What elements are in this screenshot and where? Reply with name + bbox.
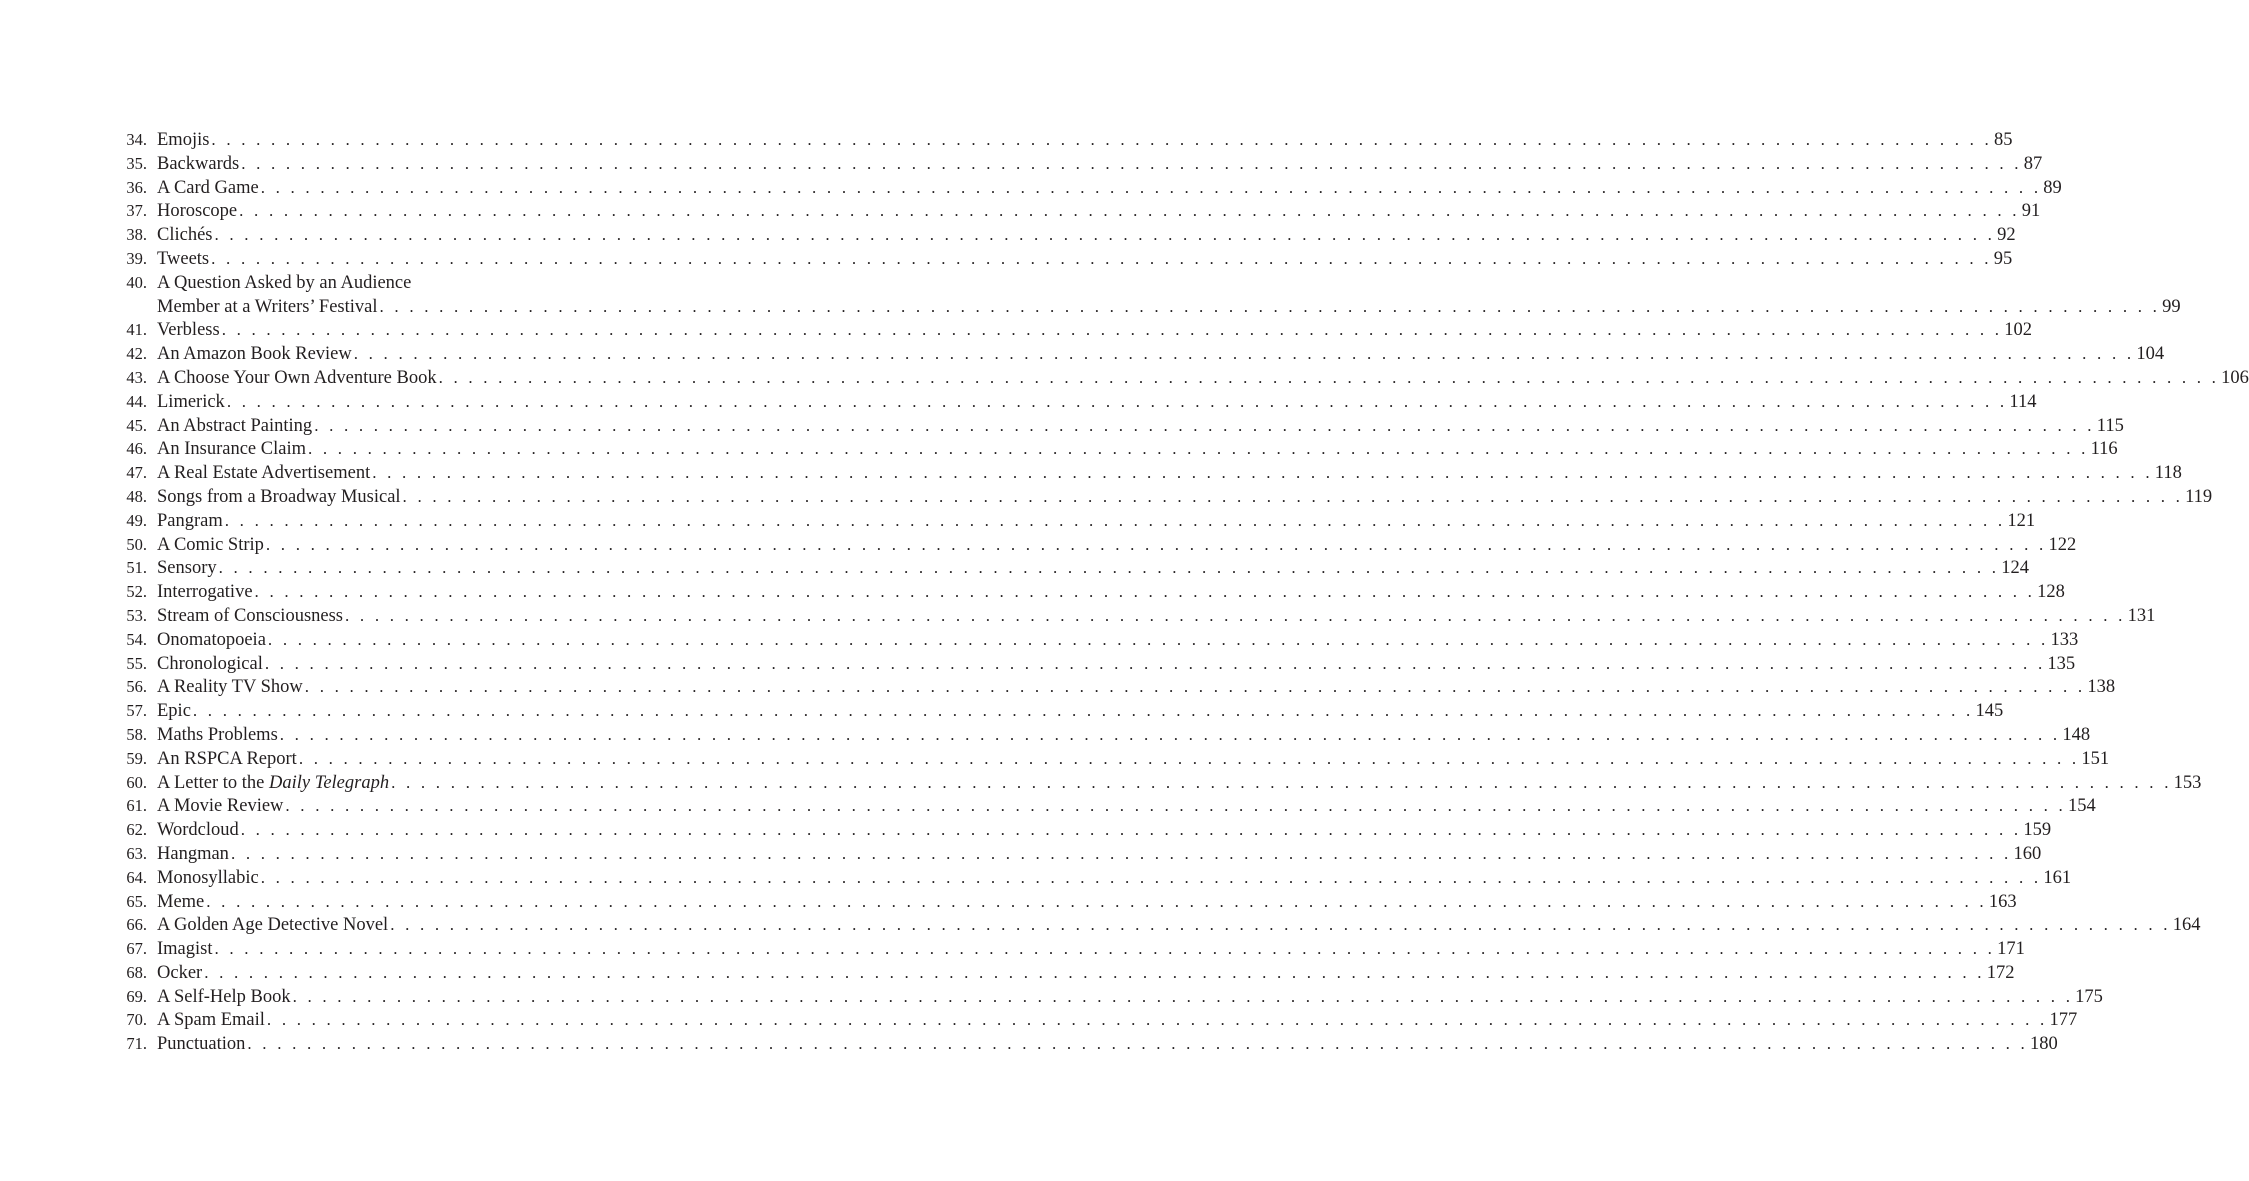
entry-title bbox=[157, 557, 217, 581]
toc-entry-continuation[interactable] bbox=[115, 295, 2181, 319]
toc-entry[interactable] bbox=[115, 128, 2013, 152]
toc-entry[interactable] bbox=[115, 509, 2036, 533]
dot-leader: . . . . . . . . . . . . . . . . . . . . . . . . . . . . . . . . . . . . . . . . . . . . . . . . . . . . . . . . . . . . . . . . . . . . . . . . . . . . . . . . . . . . . . . . . . . . . . . . . . . . . . . . . . . . . . . . . . . . . . . . bbox=[239, 201, 2020, 221]
dot-leader: . . . . . . . . . . . . . . . . . . . . . . . . . . . . . . . . . . . . . . . . . . . . . . . . . . . . . . . . . . . . . . . . . . . . . . . . . . . . . . . . . . . . . . . . . . . . . . . . . . . . . . . . . . . . . . . . . . . . . . . . bbox=[279, 724, 2061, 744]
entry-title bbox=[157, 153, 239, 177]
entry-number: 50. bbox=[126, 534, 147, 554]
dot-leader: . . . . . . . . . . . . . . . . . . . . . . . . . . . . . . . . . . . . . . . . . . . . . . . . . . . . . . . . . . . . . . . . . . . . . . . . . . . . . . . . . . . . . . . . . . . . . . . . . . . . . . . . . . . . . . . . . . . . . . . . bbox=[211, 248, 1992, 268]
entry-page: 104 bbox=[2136, 344, 2165, 365]
entry-title-text: An Abstract Painting bbox=[157, 415, 313, 436]
entry-title-text: Sensory bbox=[157, 558, 217, 579]
dot-leader: . . . . . . . . . . . . . . . . . . . . . . . . . . . . . . . . . . . . . . . . . . . . . . . . . . . . . . . . . . . . . . . . . . . . . . . . . . . . . . . . . . . . . . . . . . . . . . . . . . . . . . . . . . . . . . . . . . . . . . . . bbox=[372, 463, 2153, 483]
entry-page: 115 bbox=[2096, 415, 2124, 436]
entry-number: 52. bbox=[126, 582, 147, 602]
entry-number: 44. bbox=[126, 391, 147, 411]
entry-title-text: A Reality TV Show bbox=[157, 677, 303, 698]
entry-title bbox=[157, 367, 437, 391]
entry-number: 39. bbox=[126, 248, 147, 268]
entry-title-text: Meme bbox=[157, 891, 205, 912]
entry-title bbox=[157, 843, 229, 867]
dot-leader: . . . . . . . . . . . . . . . . . . . . . . . . . . . . . . . . . . . . . . . . . . . . . . . . . . . . . . . . . . . . . . . . . . . . . . . . . . . . . . . . . . . . . . . . . . . . . . . . . . . . . . . . . . . . . . . . . . . . . . . . bbox=[211, 130, 1992, 149]
entry-title bbox=[157, 676, 303, 700]
entry-number: 61. bbox=[126, 796, 147, 816]
entry-title bbox=[157, 891, 204, 915]
toc-entry[interactable] bbox=[115, 414, 2124, 438]
dot-leader: . . . . . . . . . . . . . . . . . . . . . . . . . . . . . . . . . . . . . . . . . . . . . . . . . . . . . . . . . . . . . . . . . . . . . . . . . . . . . . . . . . . . . . . . . . . . . . . . . . . . . . . . . . . . . . . . . . . . . . . . bbox=[266, 1010, 2048, 1030]
toc-entry[interactable] bbox=[115, 152, 2043, 176]
entry-number: 41. bbox=[126, 320, 147, 340]
entry-title-line2: Member at a Writers’ Festival bbox=[157, 296, 378, 317]
entry-title bbox=[157, 819, 239, 843]
entry-title-text: A Self-Help Book bbox=[157, 986, 291, 1007]
entry-title bbox=[157, 986, 291, 1010]
entry-title bbox=[157, 962, 202, 986]
toc-entry[interactable] bbox=[115, 842, 2042, 866]
toc-entry[interactable] bbox=[115, 533, 2077, 557]
toc-entry[interactable] bbox=[115, 794, 2096, 818]
toc-entry[interactable] bbox=[115, 652, 2076, 676]
entry-title bbox=[157, 795, 283, 819]
entry-title bbox=[157, 629, 266, 653]
toc-entry[interactable] bbox=[115, 1032, 2058, 1056]
toc-entry[interactable] bbox=[115, 247, 2013, 271]
toc-entry[interactable] bbox=[115, 437, 2118, 461]
entry-title bbox=[157, 653, 263, 677]
entry-page: 128 bbox=[2037, 582, 2065, 603]
entry-number: 35. bbox=[126, 153, 147, 173]
entry-page: 114 bbox=[2009, 391, 2037, 412]
entry-page: 145 bbox=[1975, 701, 2004, 722]
entry-title-text: Hangman bbox=[157, 843, 229, 864]
entry-page: 133 bbox=[2050, 629, 2079, 650]
entry-title bbox=[157, 1009, 265, 1033]
entry-number: 38. bbox=[126, 225, 147, 245]
entry-title-text: Limerick bbox=[157, 391, 225, 412]
toc-entry[interactable] bbox=[115, 1008, 2078, 1032]
toc-entry[interactable] bbox=[115, 271, 628, 295]
entry-number: 62. bbox=[126, 820, 147, 840]
dot-leader: . . . . . . . . . . . . . . . . . . . . . . . . . . . . . . . . . . . . . . . . . . . . . . . . . . . . . . . . . . . . . . . . . . . . . . . . . . . . . . . . . . . . . . . . . . . . . . . . . . . . . . . . . . . . . . . . . . . . . . . . bbox=[192, 701, 1974, 721]
entry-title-text: Verbless bbox=[157, 320, 220, 341]
entry-title-text: Maths Problems bbox=[157, 724, 278, 745]
entry-page: 87 bbox=[2023, 153, 2043, 174]
entry-title bbox=[157, 772, 389, 796]
toc-entry[interactable] bbox=[115, 461, 2182, 485]
dot-leader: . . . . . . . . . . . . . . . . . . . . . . . . . . . . . . . . . . . . . . . . . . . . . . . . . . . . . . . . . . . . . . . . . . . . . . . . . . . . . . . . . . . . . . . . . . . . . . . . . . . . . . . . . . . . . . . . . . . . . . . . bbox=[390, 915, 2171, 935]
dot-leader: . . . . . . . . . . . . . . . . . . . . . . . . . . . . . . . . . . . . . . . . . . . . . . . . . . . . . . . . . . . . . . . . . . . . . . . . . . . . . . . . . . . . . . . . . . . . . . . . . . . . . . . . . . . . . . . . . . . . . . . . bbox=[206, 891, 1987, 911]
entry-title-text: Songs from a Broadway Musical bbox=[157, 486, 401, 507]
entry-number: 59. bbox=[126, 748, 147, 768]
entry-title-text: A Movie Review bbox=[157, 796, 284, 817]
entry-title bbox=[157, 605, 343, 629]
toc-entry[interactable] bbox=[115, 818, 2052, 842]
entry-title bbox=[157, 700, 191, 724]
entry-title-text: Tweets bbox=[157, 248, 210, 269]
entry-title bbox=[157, 200, 237, 224]
entry-title-text: Stream of Consciousness bbox=[157, 605, 344, 626]
entry-title-text: An Amazon Book Review bbox=[157, 344, 352, 365]
dot-leader: . . . . . . . . . . . . . . . . . . . . . . . . . . . . . . . . . . . . . . . . . . . . . . . . . . . . . . . . . . . . . . . . . . . . . . . . . . . . . . . . . . . . . . . . . . . . . . . . . . . . . . . . . . . . . . . . . . . . . . . . bbox=[353, 344, 2135, 364]
dot-leader: . . . . . . . . . . . . . . . . . . . . . . . . . . . . . . . . . . . . . . . . . . . . . . . . . . . . . . . . . . . . . . . . . . . . . . . . . . . . . . . . . . . . . . . . . . . . . . . . . . . . . . . . . . . . . . . . . . . . . . . . bbox=[314, 415, 2095, 435]
dot-leader: . . . . . . . . . . . . . . . . . . . . . . . . . . . . . . . . . . . . . . . . . . . . . . . . . . . . . . . . . . . . . . . . . . . . . . . . . . . . . . . . . . . . . . . . . . . . . . . . . . . . . . . . . . . . . . . . . . . . . . . . bbox=[260, 177, 2042, 197]
entry-page: 180 bbox=[2029, 1034, 2058, 1055]
entry-title bbox=[157, 486, 401, 510]
entry-title-text: Epic bbox=[157, 701, 191, 722]
entry-number: 55. bbox=[126, 653, 147, 673]
entry-title-text: An RSPCA Report bbox=[157, 748, 297, 769]
toc-entry[interactable] bbox=[115, 913, 2201, 937]
entry-title bbox=[157, 129, 209, 153]
dot-leader: . . . . . . . . . . . . . . . . . . . . . . . . . . . . . . . . . . . . . . . . . . . . . . . . . . . . . . . . . . . . . . . . . . . . . . . . . . . . . . . . . . . . . . . . . . . . . . . . . . . . . . . . . . . . . . . . . . . . . . . . bbox=[218, 558, 2000, 578]
entry-number: 43. bbox=[126, 367, 147, 387]
entry-number: 64. bbox=[126, 867, 147, 887]
entry-number: 71. bbox=[126, 1034, 147, 1054]
entry-number: 34. bbox=[126, 130, 147, 149]
entry-title bbox=[157, 343, 352, 367]
entry-number: 47. bbox=[126, 463, 147, 483]
entry-number: 56. bbox=[126, 677, 147, 697]
entry-page: 95 bbox=[1993, 248, 2013, 269]
entry-title bbox=[157, 415, 312, 439]
dot-leader: . . . . . . . . . . . . . . . . . . . . . . . . . . . . . . . . . . . . . . . . . . . . . . . . . . . . . . . . . . . . . . . . . . . . . . . . . . . . . . . . . . . . . . . . . . . . . . . . . . . . . . . . . . . . . . . . . . . . . . . . bbox=[391, 772, 2172, 792]
entry-title-italic: Daily Telegraph bbox=[269, 772, 390, 793]
toc-entry[interactable] bbox=[115, 318, 2032, 342]
entry-page: 91 bbox=[2021, 201, 2041, 222]
dot-leader: . . . . . . . . . . . . . . . . . . . . . . . . . . . . . . . . . . . . . . . . . . . . . . . . . . . . . . . . . . . . . . . . . . . . . . . . . . . . . . . . . . . . . . . . . . . . . . . . . . . . . . . . . . . . . . . . . . . . . . . . bbox=[438, 367, 2220, 387]
entry-title-text: Ocker bbox=[157, 962, 203, 983]
entry-title bbox=[157, 462, 370, 486]
entry-title bbox=[157, 319, 220, 343]
entry-page: 151 bbox=[2081, 748, 2110, 769]
entry-number: 46. bbox=[126, 439, 147, 459]
entry-page: 119 bbox=[2185, 486, 2213, 507]
entry-title bbox=[157, 391, 225, 415]
entry-title bbox=[157, 248, 209, 272]
entry-page: 159 bbox=[2023, 820, 2052, 841]
dot-leader: . . . . . . . . . . . . . . . . . . . . . . . . . . . . . . . . . . . . . . . . . . . . . . . . . . . . . . . . . . . . . . . . . . . . . . . . . . . . . . . . . . . . . . . . . . . . . . . . . . . . . . . . . . . . . . . . . . . . . . . . bbox=[265, 534, 2047, 554]
entry-title-text: Chronological bbox=[157, 653, 263, 674]
toc-entry[interactable] bbox=[115, 604, 2156, 628]
entry-number: 60. bbox=[126, 772, 147, 792]
entry-page: 172 bbox=[1986, 962, 2015, 983]
entry-title-text: Imagist bbox=[157, 939, 213, 960]
entry-title-text: A Spam Email bbox=[157, 1010, 265, 1031]
entry-title-text: Wordcloud bbox=[157, 820, 239, 841]
entry-page: 163 bbox=[1988, 891, 2017, 912]
entry-number: 65. bbox=[126, 891, 147, 911]
entry-page: 160 bbox=[2013, 843, 2042, 864]
entry-title bbox=[157, 534, 264, 558]
entry-page: 106 bbox=[2221, 367, 2249, 388]
entry-number: 54. bbox=[126, 629, 147, 649]
toc-entry[interactable] bbox=[115, 342, 2165, 366]
toc-entry[interactable] bbox=[115, 961, 2015, 985]
entry-title bbox=[157, 938, 213, 962]
entry-title-text: Punctuation bbox=[157, 1034, 246, 1055]
dot-leader: . . . . . . . . . . . . . . . . . . . . . . . . . . . . . . . . . . . . . . . . . . . . . . . . . . . . . . . . . . . . . . . . . . . . . . . . . . . . . . . . . . . . . . . . . . . . . . . . . . . . . . . . . . . . . . . . . . . . . . . . bbox=[345, 605, 2126, 625]
toc-entry[interactable] bbox=[115, 580, 2065, 604]
entry-page: 135 bbox=[2047, 653, 2076, 674]
entry-number: 49. bbox=[126, 510, 147, 530]
entry-page: 154 bbox=[2067, 796, 2096, 817]
entry-page: 116 bbox=[2090, 439, 2118, 460]
entry-page: 161 bbox=[2043, 867, 2072, 888]
dot-leader: . . . . . . . . . . . . . . . . . . . . . . . . . . . . . . . . . . . . . . . . . . . . . . . . . . . . . . . . . . . . . . . . . . . . . . . . . . . . . . . . . . . . . . . . . . . . . . . . . . . . . . . . . . . . . . . . . . . . . . . . bbox=[247, 1034, 2028, 1054]
dot-leader: . . . . . . . . . . . . . . . . . . . . . . . . . . . . . . . . . . . . . . . . . . . . . . . . . . . . . . . . . . . . . . . . . . . . . . . . . . . . . . . . . . . . . . . . . . . . . . . . . . . . . . . . . . . . . . . . . . . . . . . . bbox=[221, 320, 2003, 340]
toc-entry[interactable] bbox=[115, 366, 2249, 390]
entry-number: 51. bbox=[126, 558, 147, 578]
entry-title-text: Clichés bbox=[157, 225, 213, 246]
entry-title-text: Emojis bbox=[157, 130, 210, 150]
entry-title bbox=[157, 438, 306, 462]
dot-leader: . . . . . . . . . . . . . . . . . . . . . . . . . . . . . . . . . . . . . . . . . . . . . . . . . . . . . . . . . . . . . . . . . . . . . . . . . . . . . . . . . . . . . . . . . . . . . . . . . . . . . . . . . . . . . . . . . . . . . . . . bbox=[260, 867, 2042, 887]
toc-entry[interactable] bbox=[115, 866, 2072, 890]
dot-leader: . . . . . . . . . . . . . . . . . . . . . . . . . . . . . . . . . . . . . . . . . . . . . . . . . . . . . . . . . . . . . . . . . . . . . . . . . . . . . . . . . . . . . . . . . . . . . . . . . . . . . . . . . . . . . . . . . . . . . . . . bbox=[308, 439, 2089, 459]
entry-page: 175 bbox=[2075, 986, 2103, 1007]
entry-title-text: Horoscope bbox=[157, 201, 238, 222]
dot-leader: . . . . . . . . . . . . . . . . . . . . . . . . . . . . . . . . . . . . . . . . . . . . . . . . . . . . . . . . . . . . . . . . . . . . . . . . . . . . . . . . . . . . . . . . . . . . . . . . . . . . . . . . . . . . . . . . . . . . . . . . bbox=[240, 820, 2022, 840]
entry-number: 67. bbox=[126, 939, 147, 959]
toc-entry[interactable] bbox=[115, 390, 2037, 414]
entry-title-text: Onomatopoeia bbox=[157, 629, 266, 650]
entry-number: 48. bbox=[126, 486, 147, 506]
entry-title-text: An Insurance Claim bbox=[157, 439, 306, 460]
toc-entry[interactable] bbox=[115, 890, 2017, 914]
dot-leader: . . . . . . . . . . . . . . . . . . . . . . . . . . . . . . . . . . . . . . . . . . . . . . . . . . . . . . . . . . . . . . . . . . . . . . . . . . . . . . . . . . . . . . . . . . . . . . . . . . . . . . . . . . . . . . . . . . . . . . . . bbox=[298, 748, 2080, 768]
entry-number: 66. bbox=[126, 915, 147, 935]
entry-number: 57. bbox=[126, 701, 147, 721]
entry-number: 45. bbox=[126, 415, 147, 435]
dot-leader: . . . . . . . . . . . . . . . . . . . . . . . . . . . . . . . . . . . . . . . . . . . . . . . . . . . . . . . . . . . . . . . . . . . . . . . . . . . . . . . . . . . . . . . . . . . . . . . . . . . . . . . . . . . . . . . . . . . . . . . . bbox=[224, 510, 2006, 530]
entry-title-text: Monosyllabic bbox=[157, 867, 259, 888]
entry-page: 171 bbox=[1997, 939, 2025, 960]
toc-entry[interactable] bbox=[115, 556, 2029, 580]
entry-title bbox=[157, 724, 278, 748]
entry-title-text: A Real Estate Advertisement bbox=[157, 463, 371, 484]
entry-title bbox=[157, 867, 259, 891]
toc-entry[interactable] bbox=[115, 176, 2062, 200]
entry-title-text: A Card Game bbox=[157, 177, 259, 198]
dot-leader: . . . . . . . . . . . . . . . . . . . . . . . . . . . . . . . . . . . . . . . . . . . . . . . . . . . . . . . . . . . . . . . . . . . . . . . . . . . . . . . . . . . . . . . . . . . . . . . . . . . . . . . . . . . . . . . . . . . . . . . . bbox=[214, 225, 1996, 245]
dot-leader: . . . . . . . . . . . . . . . . . . . . . . . . . . . . . . . . . . . . . . . . . . . . . . . . . . . . . . . . . . . . . . . . . . . . . . . . . . . . . . . . . . . . . . . . . . . . . . . . . . . . . . . . . . . . . . . . . . . . . . . . bbox=[230, 843, 2012, 863]
dot-leader: . . . . . . . . . . . . . . . . . . . . . . . . . . . . . . . . . . . . . . . . . . . . . . . . . . . . . . . . . . . . . . . . . . . . . . . . . . . . . . . . . . . . . . . . . . . . . . . . . . . . . . . . . . . . . . . . . . . . . . . . bbox=[214, 939, 1996, 959]
entry-page: 99 bbox=[2162, 296, 2181, 317]
entry-title bbox=[157, 510, 223, 534]
entry-page: 148 bbox=[2062, 724, 2091, 745]
entry-page: 153 bbox=[2173, 772, 2202, 793]
entry-title bbox=[157, 914, 388, 938]
entry-title bbox=[157, 224, 213, 248]
entry-page: 122 bbox=[2048, 534, 2077, 555]
entry-title-text: Interrogative bbox=[157, 582, 253, 603]
dot-leader: . . . . . . . . . . . . . . . . . . . . . . . . . . . . . . . . . . . . . . . . . . . . . . . . . . . . . . . . . . . . . . . . . . . . . . . . . . . . . . . . . . . . . . . . . . . . . . . . . . . . . . . . . . . . . . . . . . . . . . . . bbox=[254, 582, 2036, 602]
entry-number: 40. bbox=[126, 272, 147, 292]
dot-leader: . . . . . . . . . . . . . . . . . . . . . . . . . . . . . . . . . . . . . . . . . . . . . . . . . . . . . . . . . . . . . . . . . . . . . . . . . . . . . . . . . . . . . . . . . . . . . . . . . . . . . . . . . . . . . . . . . . . . . . . . bbox=[379, 296, 2161, 316]
entry-title bbox=[157, 177, 259, 201]
entry-page: 121 bbox=[2007, 510, 2036, 531]
entry-title-text: Backwards bbox=[157, 153, 240, 174]
table-of-contents bbox=[115, 128, 2249, 1056]
entry-page: 124 bbox=[2001, 558, 2029, 579]
entry-number: 68. bbox=[126, 962, 147, 982]
entry-title bbox=[157, 748, 297, 772]
entry-number: 36. bbox=[126, 177, 147, 197]
toc-entry[interactable] bbox=[115, 199, 2041, 223]
dot-leader: . . . . . . . . . . . . . . . . . . . . . . . . . . . . . . . . . . . . . . . . . . . . . . . . . . . . . . . . . . . . . . . . . . . . . . . . . . . . . . . . . . . . . . . . . . . . . . . . . . . . . . . . . . . . . . . . . . . . . . . . bbox=[304, 677, 2086, 697]
dot-leader: . . . . . . . . . . . . . . . . . . . . . . . . . . . . . . . . . . . . . . . . . . . . . . . . . . . . . . . . . . . . . . . . . . . . . . . . . . . . . . . . . . . . . . . . . . . . . . . . . . . . . . . . . . . . . . . . . . . . . . . . bbox=[226, 391, 2008, 411]
entry-title-text: A Choose Your Own Adventure Book bbox=[157, 367, 437, 388]
toc-entry[interactable] bbox=[115, 485, 2213, 509]
entry-title-text: Pangram bbox=[157, 510, 223, 531]
toc-entry[interactable] bbox=[115, 771, 2202, 795]
toc-entry[interactable] bbox=[115, 985, 2103, 1009]
dot-leader: . . . . . . . . . . . . . . . . . . . . . . . . . . . . . . . . . . . . . . . . . . . . . . . . . . . . . . . . . . . . . . . . . . . . . . . . . . . . . . . . . . . . . . . . . . . . . . . . . . . . . . . . . . . . . . . . . . . . . . . . bbox=[292, 986, 2074, 1006]
entry-number: 53. bbox=[126, 605, 147, 625]
toc-entry[interactable] bbox=[115, 723, 2091, 747]
entry-number: 37. bbox=[126, 201, 147, 221]
entry-page: 118 bbox=[2154, 463, 2182, 484]
entry-number: 42. bbox=[126, 344, 147, 364]
dot-leader: . . . . . . . . . . . . . . . . . . . . . . . . . . . . . . . . . . . . . . . . . . . . . . . . . . . . . . . . . . . . . . . . . . . . . . . . . . . . . . . . . . . . . . . . . . . . . . . . . . . . . . . . . . . . . . . . . . . . . . . . bbox=[204, 962, 1985, 982]
entry-number: 58. bbox=[126, 724, 147, 744]
entry-page: 102 bbox=[2004, 320, 2032, 341]
entry-title-text: A Letter to the bbox=[157, 772, 269, 793]
toc-entry[interactable] bbox=[115, 937, 2025, 961]
toc-entry[interactable] bbox=[115, 628, 2079, 652]
entry-page: 85 bbox=[1993, 130, 2013, 150]
toc-entry[interactable] bbox=[115, 223, 2016, 247]
entry-page: 92 bbox=[1997, 225, 2016, 246]
toc-entry[interactable] bbox=[115, 675, 2116, 699]
entry-number: 63. bbox=[126, 843, 147, 863]
entry-title-text: A Golden Age Detective Novel bbox=[157, 915, 389, 936]
entry-page: 164 bbox=[2172, 915, 2201, 936]
entry-page: 138 bbox=[2087, 677, 2116, 698]
entry-title bbox=[157, 581, 253, 605]
toc-entry[interactable] bbox=[115, 747, 2110, 771]
entry-page: 89 bbox=[2043, 177, 2062, 198]
entry-page: 131 bbox=[2127, 605, 2156, 626]
dot-leader: . . . . . . . . . . . . . . . . . . . . . . . . . . . . . . . . . . . . . . . . . . . . . . . . . . . . . . . . . . . . . . . . . . . . . . . . . . . . . . . . . . . . . . . . . . . . . . . . . . . . . . . . . . . . . . . . . . . . . . . . bbox=[264, 653, 2046, 673]
entry-page: 177 bbox=[2049, 1010, 2078, 1031]
dot-leader: . . . . . . . . . . . . . . . . . . . . . . . . . . . . . . . . . . . . . . . . . . . . . . . . . . . . . . . . . . . . . . . . . . . . . . . . . . . . . . . . . . . . . . . . . . . . . . . . . . . . . . . . . . . . . . . . . . . . . . . . bbox=[241, 153, 2022, 173]
dot-leader: . . . . . . . . . . . . . . . . . . . . . . . . . . . . . . . . . . . . . . . . . . . . . . . . . . . . . . . . . . . . . . . . . . . . . . . . . . . . . . . . . . . . . . . . . . . . . . . . . . . . . . . . . . . . . . . . . . . . . . . . bbox=[267, 629, 2049, 649]
entry-number: 69. bbox=[126, 986, 147, 1006]
entry-title bbox=[157, 1033, 245, 1057]
entry-title: A Question Asked by an Audience bbox=[157, 272, 412, 293]
entry-number: 70. bbox=[126, 1010, 147, 1030]
entry-title-text: A Comic Strip bbox=[157, 534, 264, 555]
toc-entry[interactable] bbox=[115, 699, 2004, 723]
dot-leader: . . . . . . . . . . . . . . . . . . . . . . . . . . . . . . . . . . . . . . . . . . . . . . . . . . . . . . . . . . . . . . . . . . . . . . . . . . . . . . . . . . . . . . . . . . . . . . . . . . . . . . . . . . . . . . . . . . . . . . . . bbox=[285, 796, 2066, 816]
dot-leader: . . . . . . . . . . . . . . . . . . . . . . . . . . . . . . . . . . . . . . . . . . . . . . . . . . . . . . . . . . . . . . . . . . . . . . . . . . . . . . . . . . . . . . . . . . . . . . . . . . . . . . . . . . . . . . . . . . . . . . . . bbox=[402, 486, 2184, 506]
